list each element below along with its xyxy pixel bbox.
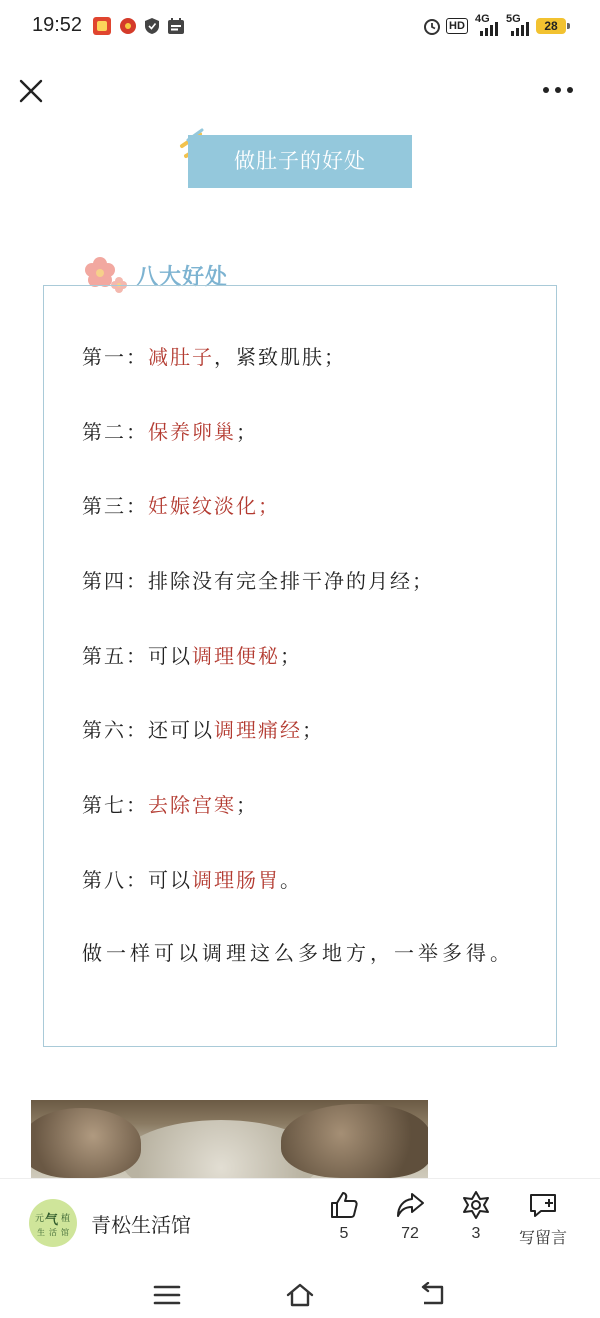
app-notification-icon-2 bbox=[118, 16, 138, 36]
network-5g-label: 5G bbox=[506, 13, 521, 25]
battery-indicator: 28 bbox=[536, 18, 566, 34]
comment-label: 写留言 bbox=[518, 1228, 567, 1247]
status-bar bbox=[0, 0, 600, 54]
home-icon[interactable] bbox=[285, 1282, 315, 1308]
alarm-icon bbox=[422, 16, 442, 36]
hd-label: HD bbox=[446, 18, 468, 34]
share-count: 72 bbox=[401, 1225, 419, 1242]
article-photo[interactable] bbox=[31, 1100, 428, 1178]
calendar-icon bbox=[166, 16, 186, 36]
comment-button[interactable] bbox=[510, 1189, 576, 1248]
header-banner: 做肚子的好处 bbox=[188, 135, 412, 188]
status-time: 19:52 bbox=[32, 14, 83, 36]
share-arrow-icon bbox=[394, 1189, 426, 1221]
star-count: 3 bbox=[471, 1225, 481, 1242]
benefit-item: 第二：保养卵巢； bbox=[82, 420, 258, 444]
benefit-item: 第五：可以调理便秘； bbox=[82, 644, 302, 668]
back-icon[interactable] bbox=[418, 1282, 448, 1308]
app-notification-icon bbox=[92, 16, 112, 36]
benefit-item: 第八：可以调理肠胃。 bbox=[82, 868, 302, 892]
menu-icon[interactable] bbox=[152, 1282, 182, 1308]
benefit-item: 第四：排除没有完全排干净的月经； bbox=[82, 569, 434, 593]
comment-plus-icon bbox=[527, 1189, 559, 1221]
account-name[interactable]: 青松生活馆 bbox=[91, 1213, 191, 1237]
benefit-item: 第三：妊娠纹淡化； bbox=[82, 494, 280, 518]
more-dots-icon[interactable] bbox=[540, 80, 576, 100]
shield-icon bbox=[142, 16, 162, 36]
summary-paragraph: 做一样可以调理这么多地方，一举多得。 bbox=[82, 941, 514, 965]
action-bar bbox=[0, 1178, 600, 1262]
avatar[interactable]: 元 气 植 生活馆 bbox=[29, 1199, 77, 1247]
thumbs-up-icon bbox=[328, 1189, 360, 1221]
signal-5g-icon bbox=[509, 22, 533, 36]
share-button[interactable] bbox=[380, 1189, 440, 1243]
benefit-item: 第七：去除宫寒； bbox=[82, 793, 258, 817]
star-icon bbox=[460, 1189, 492, 1221]
like-button[interactable] bbox=[314, 1189, 374, 1243]
benefit-item: 第一：减肚子，紧致肌肤； bbox=[82, 345, 346, 369]
network-4g-label: 4G bbox=[475, 13, 490, 25]
benefit-item: 第六：还可以调理痛经； bbox=[82, 718, 324, 742]
close-icon[interactable] bbox=[16, 76, 46, 106]
section-title: 八大好处 bbox=[136, 265, 229, 290]
star-button[interactable] bbox=[446, 1189, 506, 1243]
signal-4g-icon bbox=[478, 22, 500, 36]
system-nav-bar bbox=[0, 1262, 600, 1318]
like-count: 5 bbox=[339, 1225, 349, 1242]
